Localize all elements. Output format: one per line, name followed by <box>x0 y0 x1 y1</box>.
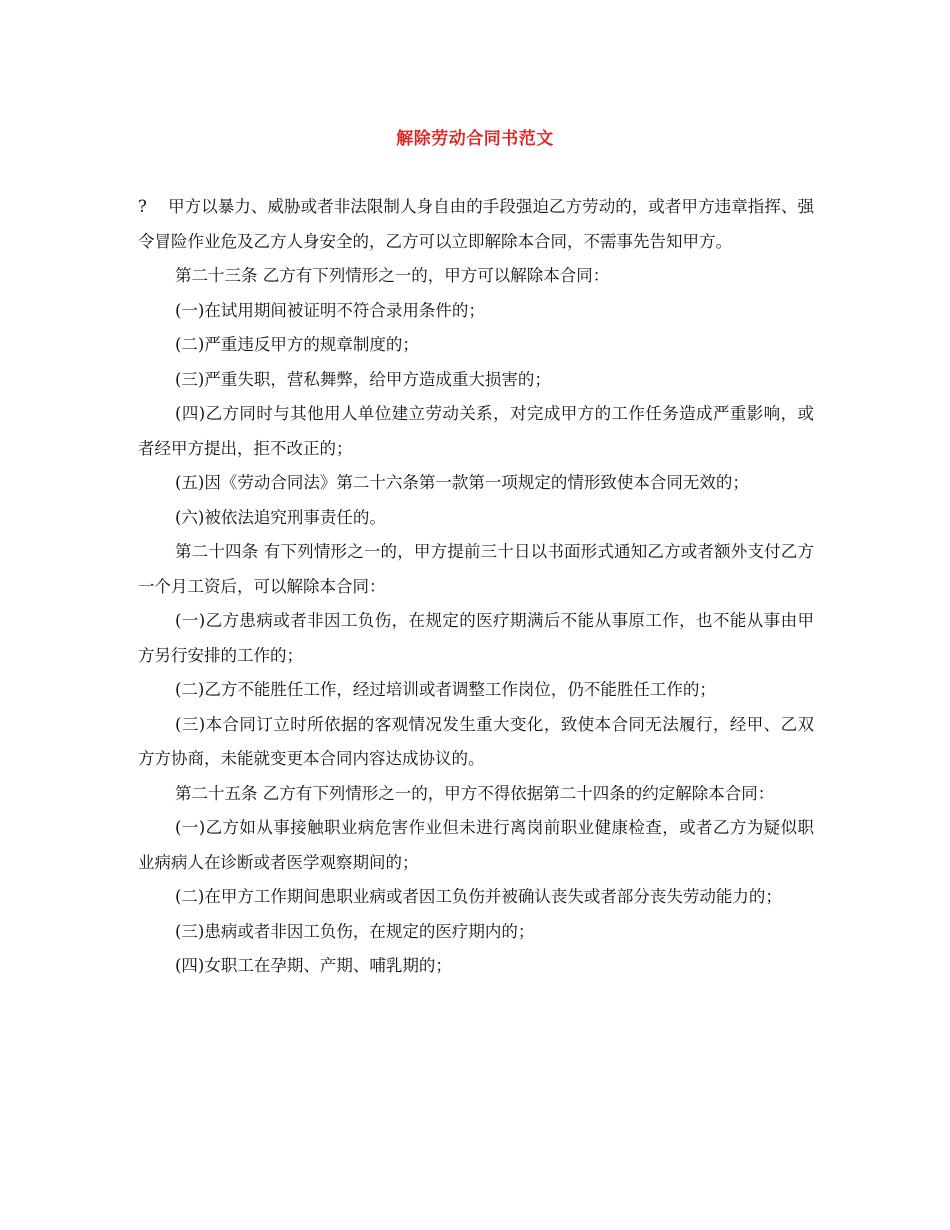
intro-mark: ? <box>138 197 147 216</box>
paragraph-23-item-6: (六)被依法追究刑事责任的。 <box>175 507 386 527</box>
intro-paragraph <box>138 190 814 259</box>
document-title: 解除劳动合同书范文 <box>396 129 554 149</box>
paragraph-article-24: 第二十四条 有下列情形之一的，甲方提前三十日以书面形式通知乙方或者额外支付乙方一个月工资后，可以解除本合同： <box>138 542 814 596</box>
paragraph-24-item-2: (二)乙方不能胜任工作，经过培训或者调整工作岗位，仍不能胜任工作的； <box>175 680 716 699</box>
paragraph-25-item-4: (四)女职工在孕期、产期、哺乳期的； <box>175 956 452 975</box>
paragraph-23-item-5: (五)因《劳动合同法》第二十六条第一款第一项规定的情形致使本合同无效的； <box>175 473 749 492</box>
paragraph-25-item-3: (三)患病或者非因工负伤，在规定的医疗期内的； <box>175 921 535 941</box>
paragraph-24-item-3: (三)本合同订立时所依据的客观情况发生重大变化，致使本合同无法履行，经甲、乙双方方协商，未能就变更本合同内容达成协议的。 <box>138 714 814 768</box>
paragraph-25-item-1: (一)乙方如从事接触职业病危害作业但未进行离岗前职业健康检查，或者乙方为疑似职业病病人在诊断或者医学观察期间的； <box>138 818 814 872</box>
paragraph-23-item-4: (四)乙方同时与其他用人单位建立劳动关系，对完成甲方的工作任务造成严重影响，或者经甲方提出，拒不改正的； <box>138 404 814 458</box>
intro-text: 甲方以暴力、威胁或者非法限制人身自由的手段强迫乙方劳动的，或者甲方违章指挥、强令冒险作业危及乙方人身安全的，乙方可以立即解除本合同，不需事先告知甲方。 <box>138 197 814 251</box>
paragraph-25-item-2: (二)在甲方工作期间患职业病或者因工负伤并被确认丧失或者部分丧失劳动能力的； <box>175 887 782 906</box>
paragraph-23-item-3: (三)严重失职，营私舞弊，给甲方造成重大损害的； <box>175 369 551 389</box>
paragraph-24-item-1: (一)乙方患病或者非因工负伤，在规定的医疗期满后不能从事原工作，也不能从事由甲方另行安排的工作的； <box>138 611 814 665</box>
document-body <box>138 190 814 984</box>
paragraph-article-25: 第二十五条 乙方有下列情形之一的，甲方不得依据第二十四条的约定解除本合同： <box>175 783 775 803</box>
paragraph-23-item-1: (一)在试用期间被证明不符合录用条件的； <box>175 300 485 320</box>
paragraph-23-item-2: (二)严重违反甲方的规章制度的； <box>175 335 419 354</box>
paragraph-article-23: 第二十三条 乙方有下列情形之一的，甲方可以解除本合同： <box>175 266 610 285</box>
